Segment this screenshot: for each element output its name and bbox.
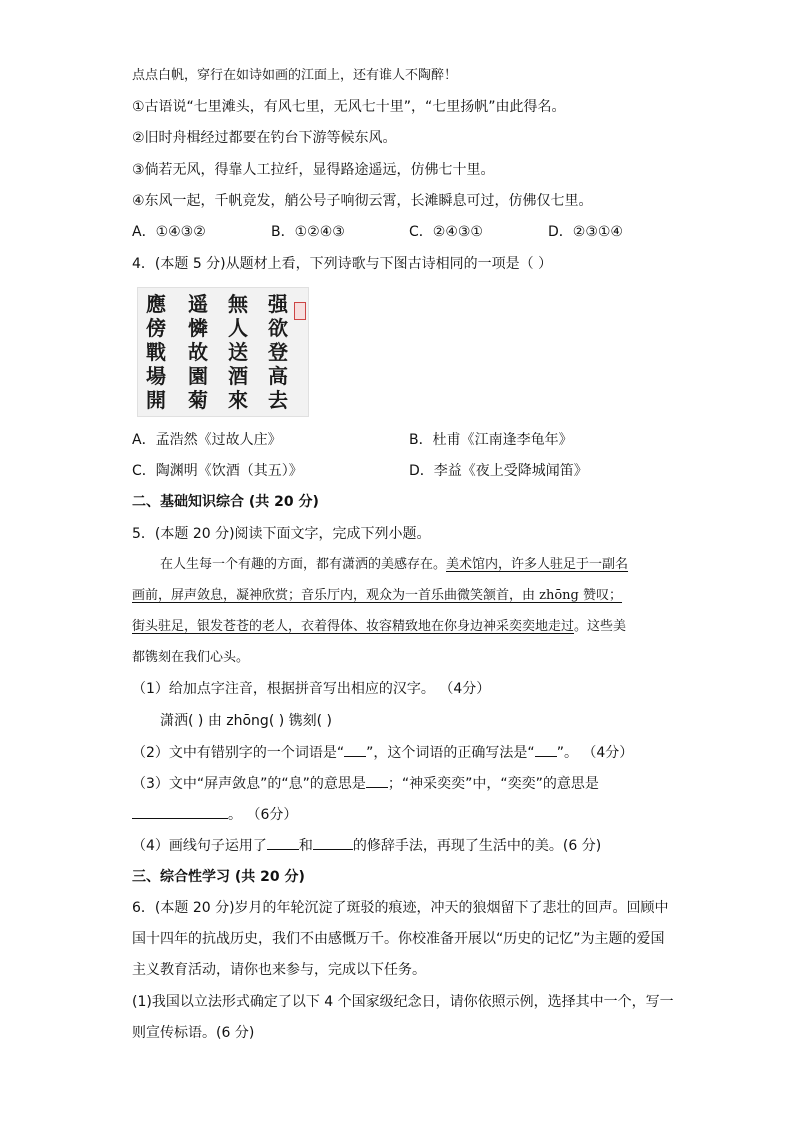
poem-char: 故: [188, 340, 208, 364]
q5-sub1: （1）给加点字注音，根据拼音写出相应的汉字。 （4分）: [132, 681, 491, 697]
q5-sub4-text: （4）画线句子运用了: [132, 838, 267, 854]
q5-sub2: [132, 742, 633, 763]
passage-line-4: 都镌刻在我们心头。: [132, 650, 250, 665]
poem-char: 來: [228, 388, 248, 412]
answer-blank[interactable]: [132, 804, 228, 819]
passage-line-3: [132, 617, 626, 637]
section-3-title: 三、综合性学习 (共 20 分): [132, 869, 305, 885]
intro-line: 点点白帆，穿行在如诗如画的江面上，还有谁人不陶醉！: [132, 68, 458, 83]
section-2-title: 二、基础知识综合 (共 20 分): [132, 494, 319, 510]
underlined-sentence: 街头驻足，银发苍苍的老人，衣着得体、妆容精致地在你身边神采奕奕地走过: [132, 619, 575, 634]
underlined-sentence: 美术馆内，许多人驻足于一副名: [446, 557, 629, 572]
q3-option-a[interactable]: A．①④③②: [132, 224, 206, 240]
q5-sub2-text: （2）文中有错别字的一个词语是“: [132, 745, 345, 761]
underlined-sentence: 画前，屏声敛息，凝神欣赏；音乐厅内，观众为一首乐曲微笑颔首，由 zhōng 赞叹；: [132, 588, 623, 603]
q6-line-4: (1)我国以立法形式确定了以下 4 个国家级纪念日，请你依照示例，选择其中一个，写一: [132, 994, 674, 1010]
answer-blank[interactable]: [267, 835, 299, 850]
seal-stamp-icon: [294, 302, 306, 320]
answer-blank[interactable]: [344, 742, 366, 757]
q3-statement-2: ②旧时舟楫经过都要在钓台下游等候东风。: [132, 130, 397, 146]
poem-char: 欲: [268, 316, 288, 340]
q3-option-b[interactable]: B．①②④③: [271, 224, 345, 240]
q3-statement-4: ④东风一起，千帆竞发，艄公号子响彻云霄，长滩瞬息可过，仿佛仅七里。: [132, 193, 593, 209]
answer-blank[interactable]: [535, 742, 557, 757]
poem-column-3: [184, 292, 212, 412]
q4-option-a[interactable]: A．孟浩然《过故人庄》: [132, 432, 282, 448]
q5-sub3-text: ；“神采奕奕”中，“奕奕”的意思是: [387, 776, 599, 792]
poem-image: [137, 287, 309, 417]
poem-char: 開: [146, 388, 166, 412]
passage-text: 在人生每一个有趣的方面，都有潇洒的美感存在。: [160, 557, 447, 572]
poem-char: 園: [188, 364, 208, 388]
q5-sub3-text: （3）文中“屏声敛息”的“息”的意思是: [132, 776, 366, 792]
q6-line-5: 则宣传标语。(6 分): [132, 1025, 255, 1041]
poem-char: 登: [268, 340, 288, 364]
q6-line-2: 国十四年的抗战历史，我们不由感慨万千。你校准备开展以“历史的记忆”为主题的爱国: [132, 931, 665, 947]
poem-column-4: [142, 292, 170, 412]
poem-column-2: [224, 292, 252, 412]
passage-text: 。这些美: [574, 619, 627, 634]
q5-sub4-text: 的修辞手法，再现了生活中的美。(6 分): [352, 838, 602, 854]
q5-sub3-text: 。 （6分）: [228, 807, 298, 823]
poem-char: 酒: [228, 364, 248, 388]
answer-blank[interactable]: [366, 773, 388, 788]
q4-option-d[interactable]: D．李益《夜上受降城闻笛》: [409, 463, 588, 479]
poem-column-1: [264, 292, 292, 412]
q5-sub4: [132, 835, 601, 856]
poem-char: 憐: [188, 316, 208, 340]
poem-char: 無: [228, 292, 248, 316]
poem-char: 强: [268, 292, 288, 316]
q5-sub1-items: 潇洒( ) 由 zhōng( ) 镌刻( ): [160, 713, 333, 729]
poem-char: 送: [228, 340, 248, 364]
q5-sub4-text: 和: [298, 838, 313, 854]
poem-char: 人: [228, 316, 248, 340]
poem-char: 去: [268, 388, 288, 412]
q3-option-c[interactable]: C．②④③①: [409, 224, 483, 240]
q6-line-1: 6．(本题 20 分)岁月的年轮沉淀了斑驳的痕迹，冲天的狼烟留下了悲壮的回声。回顾中: [132, 900, 669, 916]
q5-sub3: [132, 773, 599, 794]
q3-option-d[interactable]: D．②③①④: [548, 224, 623, 240]
passage-line-2: [132, 586, 622, 606]
answer-blank[interactable]: [313, 835, 353, 850]
poem-char: 戰: [146, 340, 166, 364]
q5-sub2-text: ”，这个词语的正确写法是“: [366, 745, 535, 761]
q5-sub2-text: ”。 （4分）: [556, 745, 634, 761]
q4-option-c[interactable]: C．陶渊明《饮酒（其五）》: [132, 463, 303, 479]
poem-char: 應: [146, 292, 166, 316]
q3-statement-3: ③倘若无风，得靠人工拉纤，显得路途遥远，仿佛七十里。: [132, 162, 495, 178]
q4-option-b[interactable]: B．杜甫《江南逢李龟年》: [409, 432, 573, 448]
poem-char: 場: [146, 364, 166, 388]
poem-char: 傍: [146, 316, 166, 340]
q3-statement-1: ①古语说“七里滩头，有风七里，无风七十里”，“七里扬帆”由此得名。: [132, 99, 566, 115]
poem-char: 菊: [188, 388, 208, 412]
poem-char: 遥: [188, 292, 208, 316]
q5-sub3-cont: [132, 804, 297, 825]
passage-line-1: [160, 555, 628, 575]
q5-stem: 5．(本题 20 分)阅读下面文字，完成下列小题。: [132, 526, 431, 542]
q4-stem: 4．(本题 5 分)从题材上看，下列诗歌与下图古诗相同的一项是（ ）: [132, 256, 553, 272]
q6-line-3: 主义教育活动，请你也来参与，完成以下任务。: [132, 962, 426, 978]
poem-char: 高: [268, 364, 288, 388]
